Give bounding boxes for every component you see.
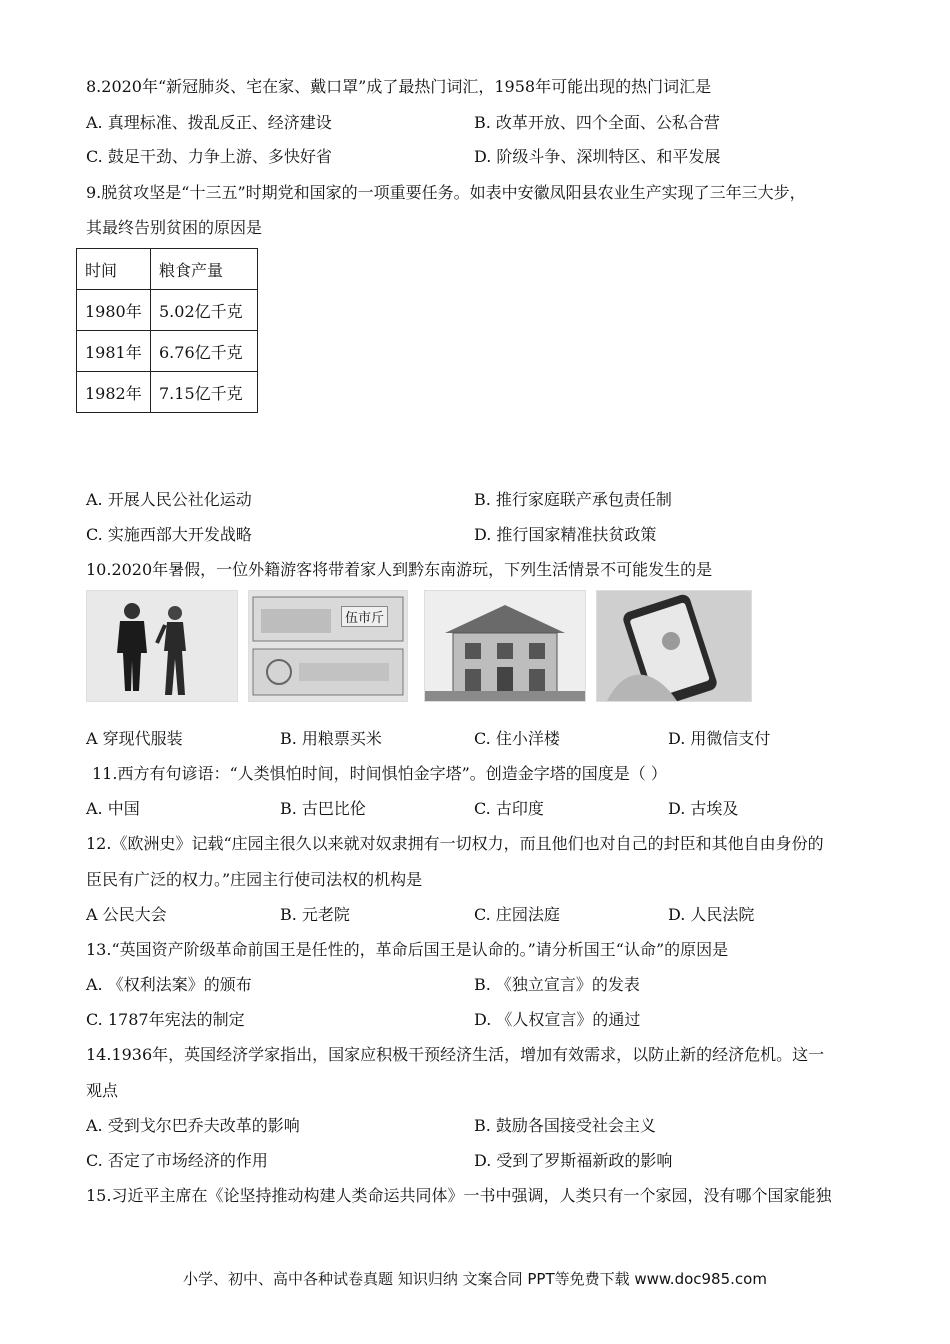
q14-option-c: C. 否定了市场经济的作用 <box>86 1151 268 1170</box>
q10-option-d: D. 用微信支付 <box>668 729 771 748</box>
q11-option-d: D. 古埃及 <box>668 799 739 818</box>
q14-stem-line1: 14.1936年，英国经济学家指出，国家应积极干预经济生活，增加有效需求，以防止新的经济危机。这一 <box>86 1045 825 1064</box>
q9-stem-line2: 其最终告别贫困的原因是 <box>86 218 263 237</box>
ticket-label: 伍市斤 <box>341 606 388 627</box>
q8-option-b: B. 改革开放、四个全面、公私合营 <box>474 113 720 132</box>
grain-ticket-image <box>248 590 408 702</box>
table-cell: 1980年 <box>77 290 151 331</box>
q11-option-c: C. 古印度 <box>474 799 544 818</box>
table-cell: 1981年 <box>77 331 151 372</box>
q9-option-d: D. 推行国家精准扶贫政策 <box>474 525 657 544</box>
q9-option-b: B. 推行家庭联产承包责任制 <box>474 490 672 509</box>
q10-picture-strip <box>86 590 750 700</box>
table-header-row <box>77 249 258 290</box>
q8-option-c: C. 鼓足干劲、力争上游、多快好省 <box>86 147 332 166</box>
q12-option-a: A 公民大会 <box>86 905 167 924</box>
q10-option-a: A 穿现代服装 <box>86 729 183 748</box>
modern-clothing-image <box>86 590 238 702</box>
q10-option-c: C. 住小洋楼 <box>474 729 560 748</box>
wechat-pay-image <box>596 590 752 702</box>
q13-stem: 13.“英国资产阶级革命前国王是任性的，革命后国王是认命的。”请分析国王“认命”的原因是 <box>86 940 729 959</box>
q13-option-b: B. 《独立宣言》的发表 <box>474 975 640 994</box>
q14-option-a: A. 受到戈尔巴乔夫改革的影响 <box>86 1116 300 1135</box>
table-cell: 5.02亿千克 <box>151 290 258 331</box>
q8-stem: 8.2020年“新冠肺炎、宅在家、戴口罩”成了最热门词汇，1958年可能出现的热门词汇是 <box>86 77 712 96</box>
q14-option-d: D. 受到了罗斯福新政的影响 <box>474 1151 673 1170</box>
q8-option-d: D. 阶级斗争、深圳特区、和平发展 <box>474 147 721 166</box>
q9-option-c: C. 实施西部大开发战略 <box>86 525 252 544</box>
q12-stem-line2: 臣民有广泛的权力。”庄园主行使司法权的机构是 <box>86 870 423 889</box>
table-cell: 7.15亿千克 <box>151 372 258 413</box>
table-header-cell: 时间 <box>77 249 151 290</box>
q12-stem-line1: 12.《欧洲史》记载“庄园主很久以来就对奴隶拥有一切权力，而且他们也对自己的封臣和其他自由身份的 <box>86 834 824 853</box>
q15-stem: 15.习近平主席在《论坚持推动构建人类命运共同体》一书中强调，人类只有一个家园，没有哪个国家能独 <box>86 1186 832 1205</box>
q13-option-c: C. 1787年宪法的制定 <box>86 1010 245 1029</box>
table-row <box>77 331 258 372</box>
q13-option-a: A. 《权利法案》的颁布 <box>86 975 252 994</box>
q11-option-b: B. 古巴比伦 <box>280 799 366 818</box>
q11-stem: 11.西方有句谚语：“人类惧怕时间，时间惧怕金字塔”。创造金字塔的国度是（ ） <box>92 764 667 783</box>
q12-option-d: D. 人民法院 <box>668 905 755 924</box>
table-row <box>77 372 258 413</box>
grain-output-table <box>76 248 258 413</box>
q12-option-c: C. 庄园法庭 <box>474 905 560 924</box>
q12-option-b: B. 元老院 <box>280 905 350 924</box>
q9-stem-line1: 9.脱贫攻坚是“十三五”时期党和国家的一项重要任务。如表中安徽凤阳县农业生产实现了三年三大步， <box>86 183 806 202</box>
q14-option-b: B. 鼓励各国接受社会主义 <box>474 1116 656 1135</box>
q13-option-d: D. 《人权宣言》的通过 <box>474 1010 641 1029</box>
q9-option-a: A. 开展人民公社化运动 <box>86 490 252 509</box>
table-header-cell: 粮食产量 <box>151 249 258 290</box>
q14-stem-line2: 观点 <box>86 1081 119 1100</box>
q10-stem: 10.2020年暑假，一位外籍游客将带着家人到黔东南游玩，下列生活情景不可能发生的是 <box>86 560 713 579</box>
q11-option-a: A. 中国 <box>86 799 140 818</box>
table-cell: 6.76亿千克 <box>151 331 258 372</box>
q8-option-a: A. 真理标准、拨乱反正、经济建设 <box>86 113 332 132</box>
table-row <box>77 290 258 331</box>
small-house-image <box>424 590 586 702</box>
table-cell: 1982年 <box>77 372 151 413</box>
q10-option-b: B. 用粮票买米 <box>280 729 382 748</box>
page-footer: 小学、初中、高中各种试卷真题 知识归纳 文案合同 PPT等免费下载 www.doc985.com <box>183 1270 767 1288</box>
